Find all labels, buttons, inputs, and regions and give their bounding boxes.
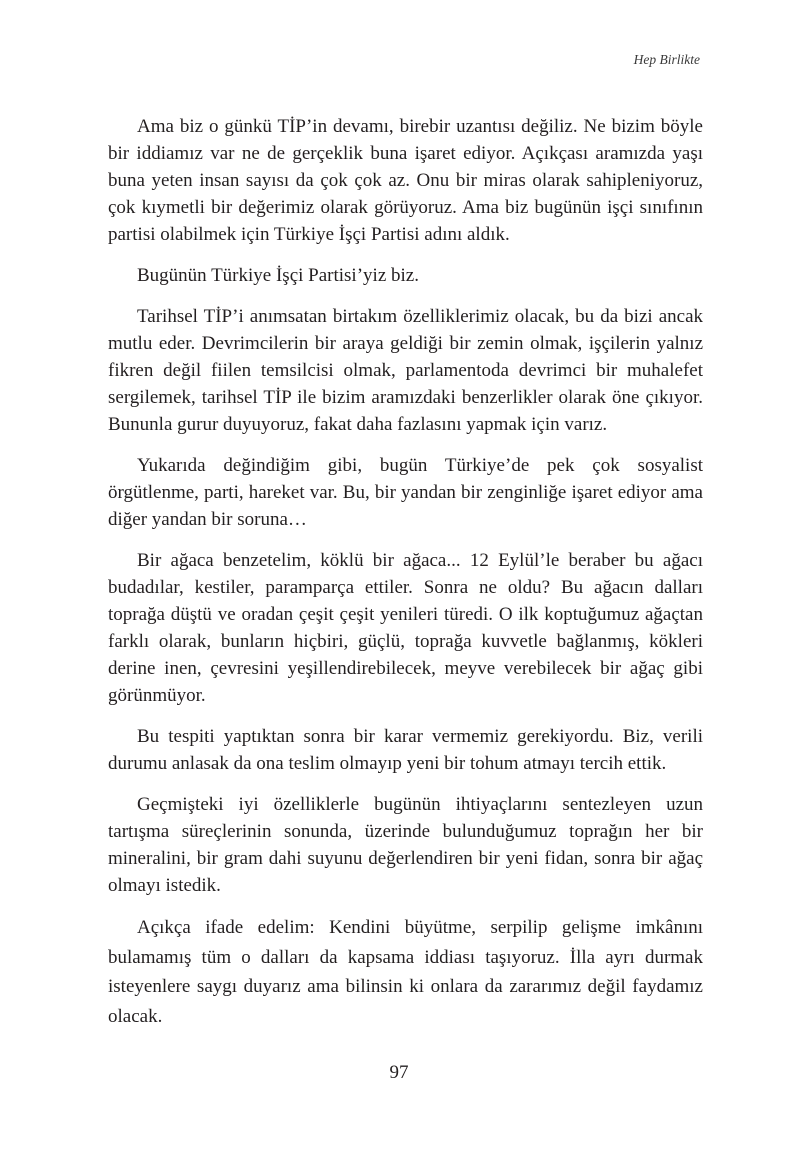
paragraph-5: Bir ağaca benzetelim, köklü bir ağaca... 12 Eylül’le beraber bu ağacı budadılar, kestiler, paramparça ettiler. Sonra ne oldu? Bu ağacın dalları toprağa düştü ve oradan çeşit çeşit yenileri türedi. O ilk koptuğumuz ağaçtan farklı olarak, bunların hiçbiri, güçlü, toprağa kuvvetle bağlanmış, kökleri derine inen, çevresini yeşillendirebilecek, meyve verebilecek bir ağaç gibi görünmüyor. bbox=[108, 550, 703, 706]
page-number: 97 bbox=[389, 1062, 409, 1083]
paragraph-2: Bugünün Türkiye İşçi Partisi’yiz biz. bbox=[137, 265, 419, 286]
paragraph-8: Açıkça ifade edelim: Kendini büyütme, serpilip gelişme imkânını bulamamış tüm o dalları da kapsama iddiası taşıyoruz. İlla ayrı durmak isteyenlere saygı duyarız ama bilinsin ki onlara da zararımız değil faydamız olacak. bbox=[108, 917, 703, 1027]
paragraph-4: Yukarıda değindiğim gibi, bugün Türkiye’de pek çok sosyalist örgütlenme, parti, hareket var. Bu, bir yandan bir zenginliğe işaret ediyor ama diğer yandan bir soruna… bbox=[108, 455, 703, 530]
paragraph-6: Bu tespiti yaptıktan sonra bir karar vermemiz gerekiyordu. Biz, verili durumu anlasak da ona teslim olmayıp yeni bir tohum atmayı tercih ettik. bbox=[108, 726, 703, 774]
running-head: Hep Birlikte bbox=[633, 52, 700, 67]
paragraph-1: Ama biz o günkü TİP’in devamı, birebir uzantısı değiliz. Ne bizim böyle bir iddiamız var ne de gerçeklik buna işaret ediyor. Açıkçası aramızda yaşı buna yeten insan sayısı da çok çok az. Onu bir miras olarak sahipleniyoruz, çok kıymetli bir değerimiz olarak görüyoruz. Ama biz bugünün işçi sınıfının partisi olabilmek için Türkiye İşçi Partisi adını aldık. bbox=[108, 116, 703, 245]
paragraph-3: Tarihsel TİP’i anımsatan birtakım özelliklerimiz olacak, bu da bizi ancak mutlu eder. Devrimcilerin bir araya geldiği bir zemin olmak, işçilerin yalnız fikren değil fiilen temsilcisi olmak, parlamentoda devrimci bir muhalefet sergilemek, tarihsel TİP ile bizim aramızdaki benzerlikler olarak öne çıkıyor. Bununla gurur duyuyoruz, fakat daha fazlasını yapmak için varız. bbox=[108, 306, 703, 435]
paragraph-7: Geçmişteki iyi özelliklerle bugünün ihtiyaçlarını sentezleyen uzun tartışma süreçlerinin sonunda, üzerinde bulunduğumuz toprağın her bir mineralini, bir gram dahi suyunu değerlendiren bir yeni fidan, sonra bir ağaç olmayı istedik. bbox=[108, 794, 703, 896]
body-text bbox=[108, 113, 703, 1045]
